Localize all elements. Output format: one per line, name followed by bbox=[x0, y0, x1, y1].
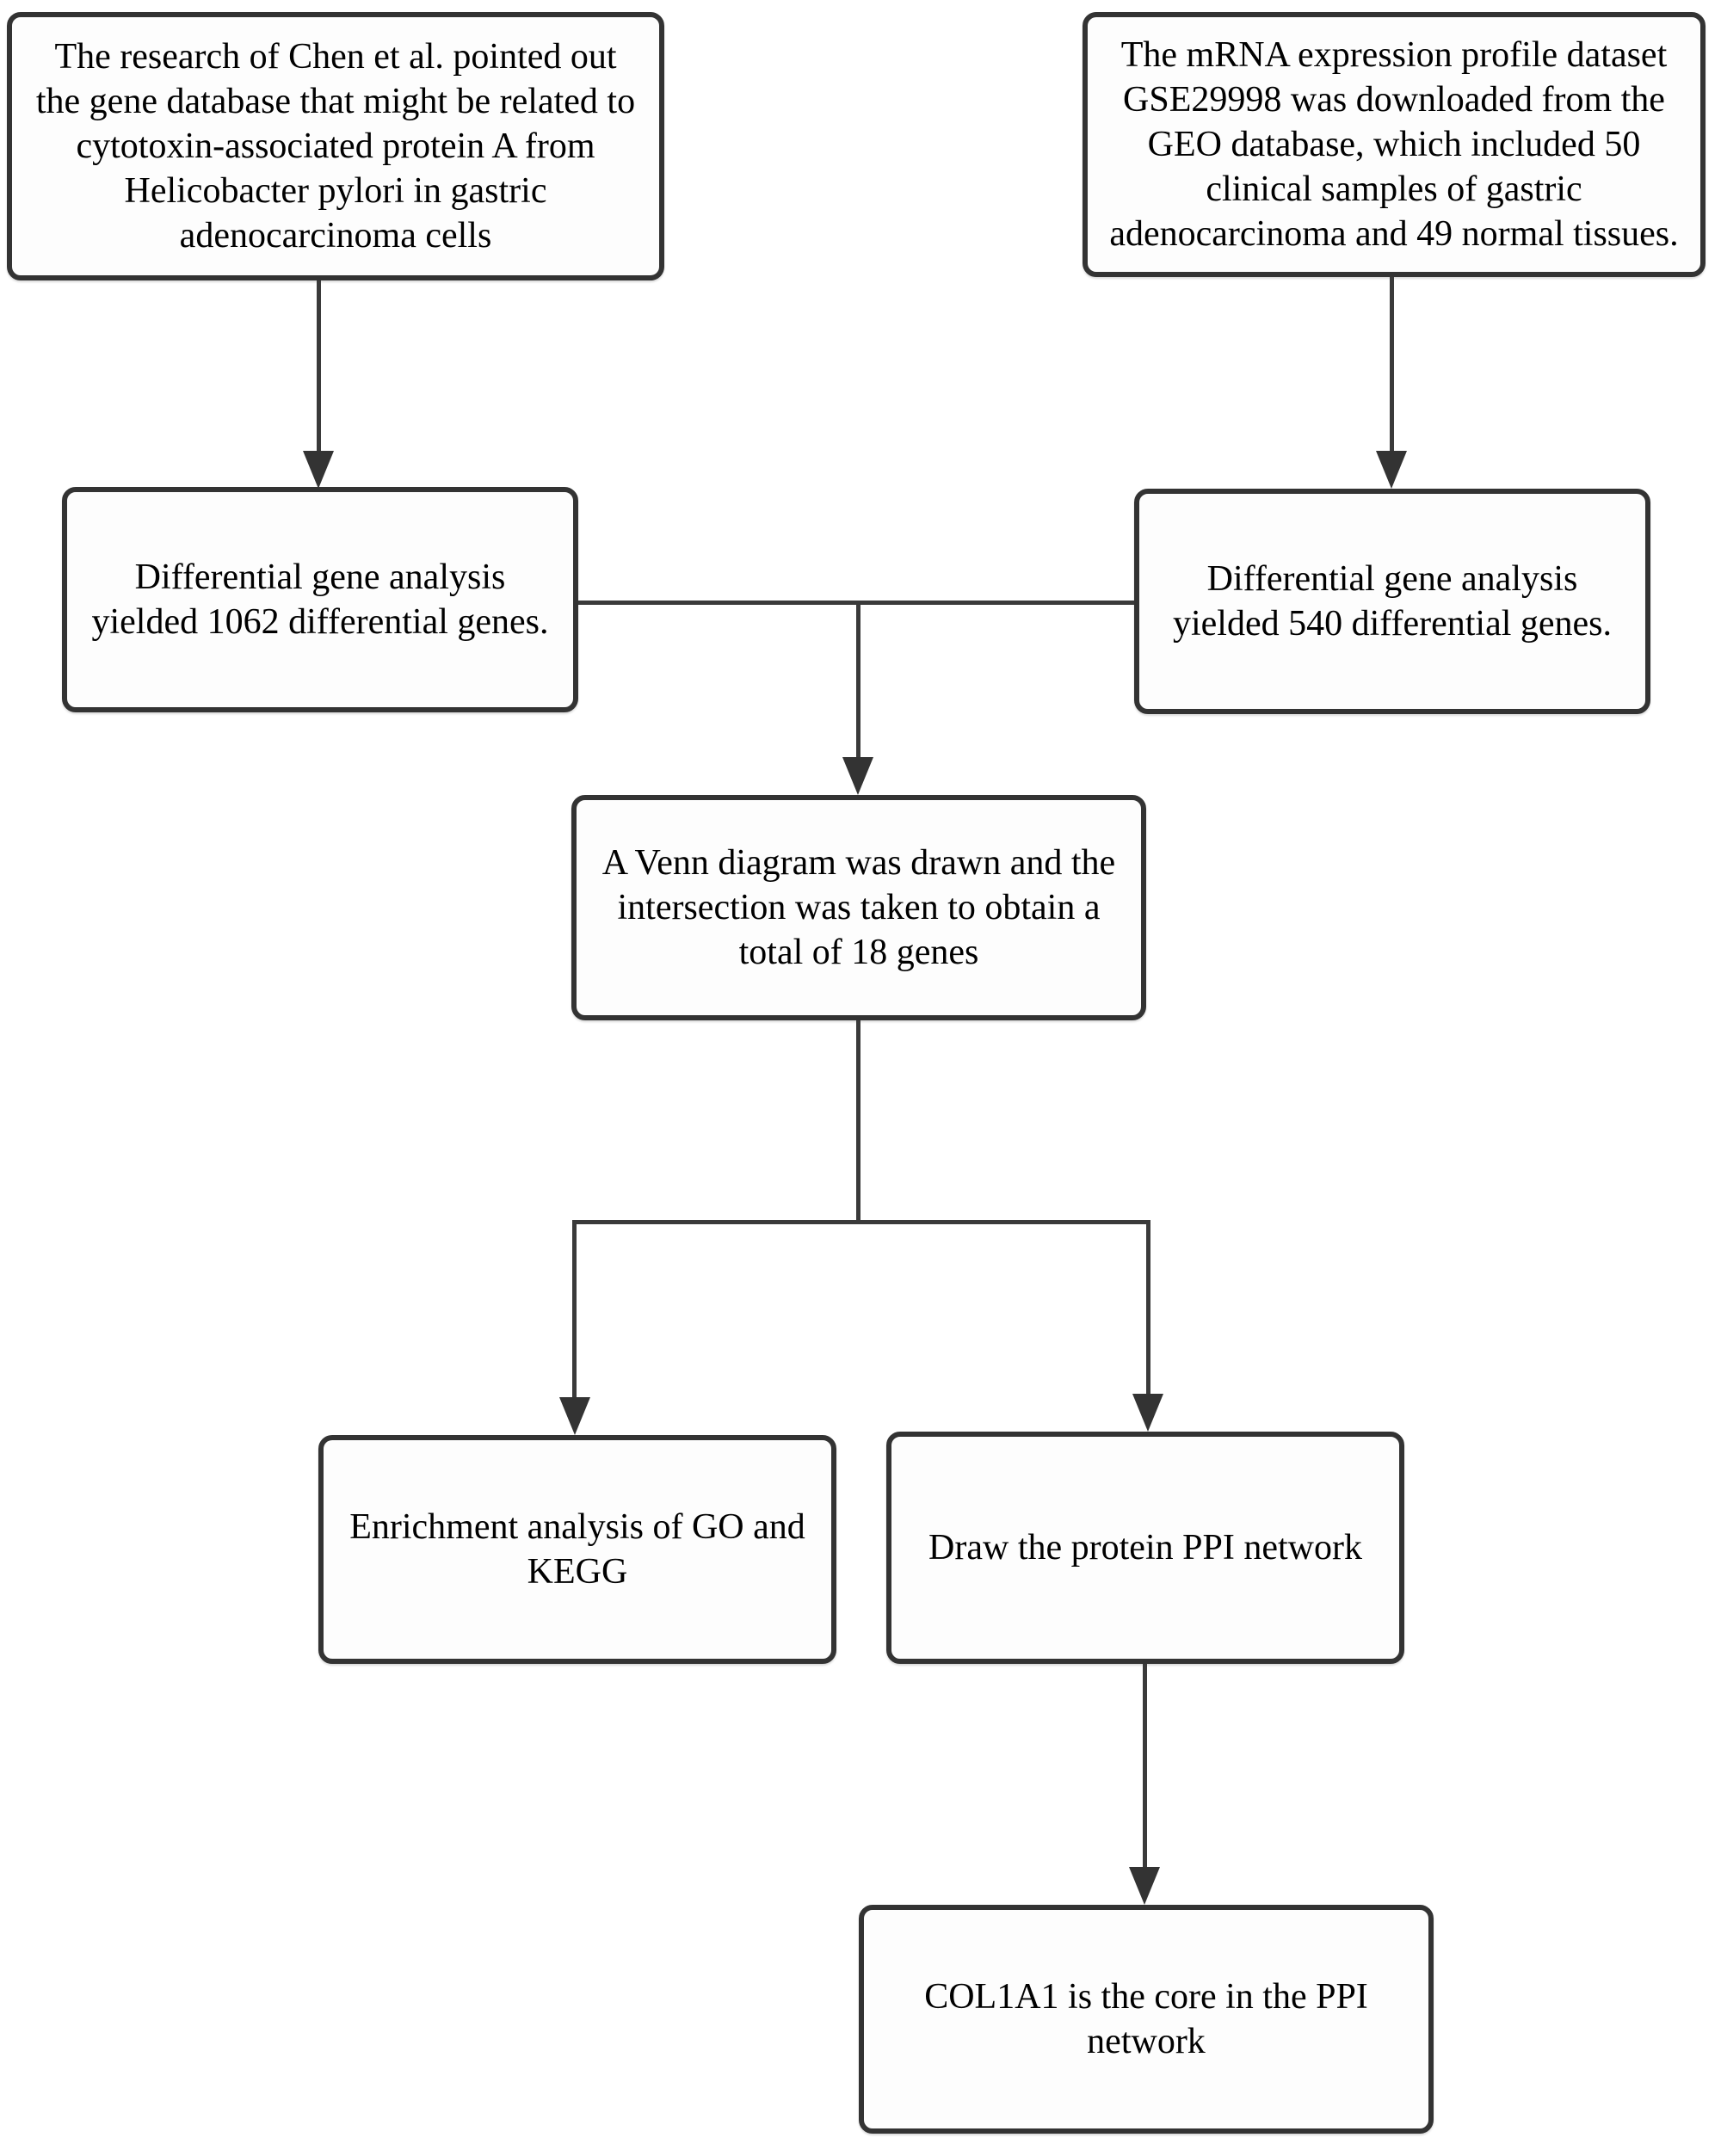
col1a1-core-text bbox=[864, 1974, 1428, 2064]
arrowhead-down bbox=[559, 1397, 590, 1435]
text-line: yielded 1062 differential genes. bbox=[91, 602, 549, 642]
arrow-geo-to-dga540-line bbox=[1390, 277, 1394, 453]
text-line: the gene database that might be related to bbox=[35, 82, 636, 121]
arrow-chen-to-dga1062-line bbox=[317, 280, 321, 453]
text-line: GSE29998 was downloaded from the bbox=[1123, 80, 1665, 120]
chen-research-text bbox=[12, 34, 659, 258]
text-line: GEO database, which included 50 bbox=[1147, 125, 1641, 164]
col1a1-core-box bbox=[859, 1905, 1434, 2134]
text-line: Differential gene analysis bbox=[134, 557, 506, 597]
text-line: Draw the protein PPI network bbox=[928, 1528, 1362, 1568]
dga-540-box bbox=[1134, 489, 1650, 714]
text-line: Helicobacter pylori in gastric bbox=[124, 171, 547, 211]
text-line: A Venn diagram was drawn and the bbox=[601, 843, 1116, 883]
arrowhead-down bbox=[1129, 1867, 1160, 1905]
text-line: KEGG bbox=[527, 1552, 628, 1592]
chen-research-box bbox=[7, 12, 664, 280]
ppi-network-box bbox=[886, 1432, 1404, 1664]
go-kegg-enrichment-box bbox=[318, 1435, 836, 1664]
text-line: total of 18 genes bbox=[738, 933, 979, 972]
split-horizontal-line bbox=[572, 1220, 1150, 1224]
arrow-ppi-to-col1a1-line bbox=[1143, 1664, 1147, 1869]
geo-dataset-box bbox=[1083, 12, 1706, 277]
split-left-drop-line bbox=[572, 1222, 577, 1399]
text-line: COL1A1 is the core in the PPI bbox=[924, 1977, 1368, 2017]
arrowhead-down bbox=[1132, 1394, 1163, 1432]
text-line: adenocarcinoma and 49 normal tissues. bbox=[1109, 214, 1679, 254]
geo-dataset-text bbox=[1088, 33, 1700, 256]
text-line: network bbox=[1087, 2022, 1206, 2061]
merge-vertical-line bbox=[856, 602, 860, 761]
venn-intersection-box bbox=[571, 795, 1146, 1020]
text-line: intersection was taken to obtain a bbox=[617, 888, 1101, 927]
split-stem-line bbox=[856, 1020, 860, 1223]
arrowhead-down bbox=[303, 451, 334, 489]
dga-540-text bbox=[1139, 557, 1645, 646]
dga-1062-text bbox=[67, 555, 573, 644]
text-line: The research of Chen et al. pointed out bbox=[54, 37, 617, 77]
arrowhead-down bbox=[1376, 451, 1407, 489]
text-line: The mRNA expression profile dataset bbox=[1120, 35, 1668, 75]
text-line: cytotoxin-associated protein A from bbox=[76, 126, 595, 166]
text-line: yielded 540 differential genes. bbox=[1172, 604, 1613, 644]
venn-intersection-text bbox=[577, 841, 1141, 975]
ppi-network-text bbox=[891, 1525, 1399, 1570]
arrowhead-down bbox=[842, 757, 873, 795]
text-line: adenocarcinoma cells bbox=[179, 216, 492, 256]
text-line: Differential gene analysis bbox=[1206, 559, 1578, 599]
split-right-drop-line bbox=[1146, 1222, 1150, 1395]
dga-1062-box bbox=[62, 487, 578, 712]
go-kegg-enrichment-text bbox=[324, 1505, 831, 1594]
text-line: clinical samples of gastric bbox=[1206, 169, 1582, 209]
text-line: Enrichment analysis of GO and bbox=[349, 1507, 805, 1547]
